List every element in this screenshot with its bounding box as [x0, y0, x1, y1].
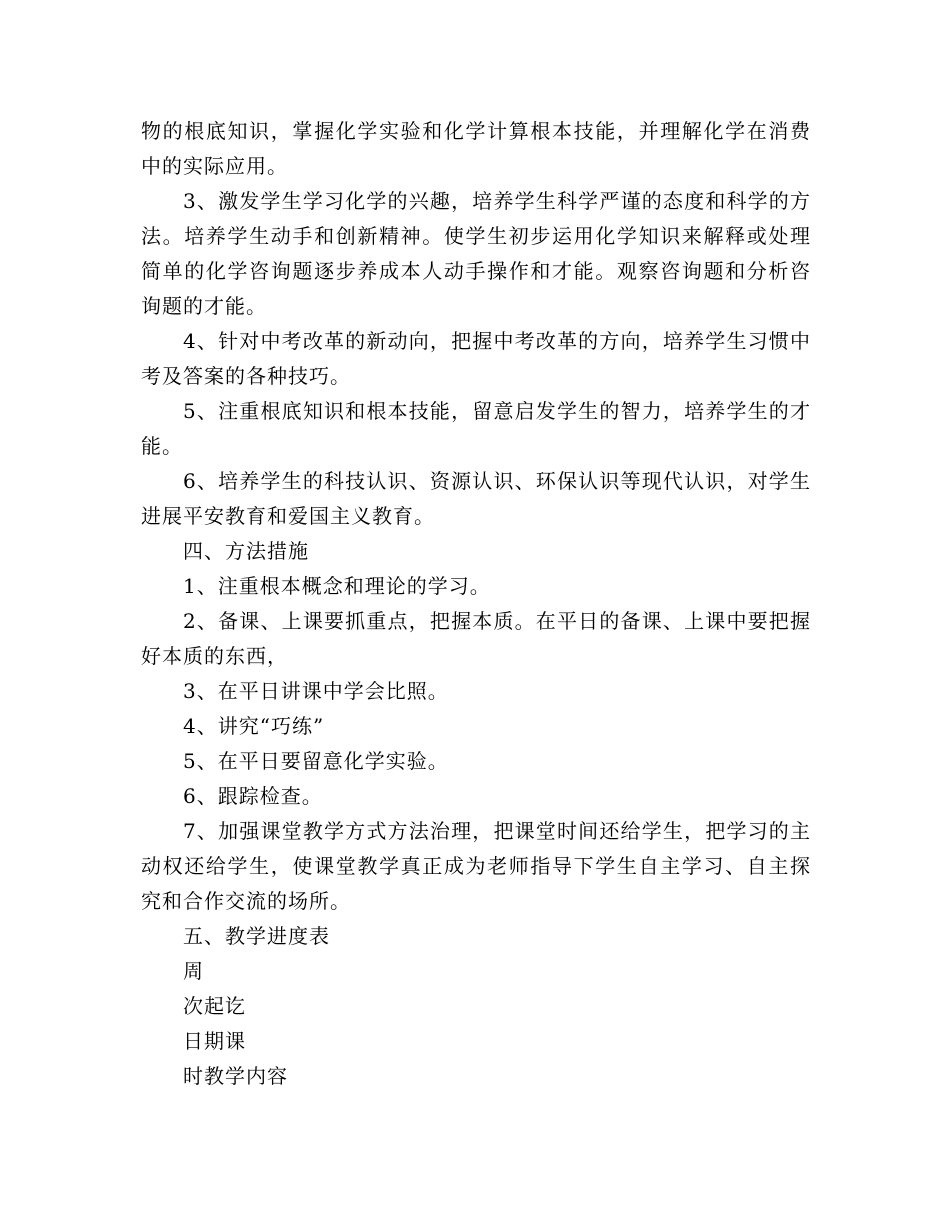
schedule-header-line-3: 日期课	[183, 1029, 246, 1053]
paragraph-method-2: 2、备课、上课要抓重点，把握本质。在平日的备课、上课中要把握好本质的东西，	[141, 609, 811, 668]
paragraph-continuation: 物的根底知识，掌握化学实验和化学计算根本技能，并理解化学在消费中的实际应用。	[141, 119, 811, 178]
document-body	[141, 114, 811, 1094]
paragraph-goal-6: 6、培养学生的科技认识、资源认识、环保认识等现代认识，对学生进展平安教育和爱国主义教育。	[141, 469, 811, 528]
section-heading-methods: 四、方法措施	[183, 539, 309, 563]
schedule-header-line-1: 周	[183, 959, 204, 983]
paragraph-method-6: 6、跟踪检查。	[183, 784, 323, 808]
paragraph-goal-5: 5、注重根底知识和根本技能，留意启发学生的智力，培养学生的才能。	[141, 399, 811, 458]
paragraph-method-3: 3、在平日讲课中学会比照。	[183, 679, 449, 703]
schedule-header-line-4: 时教学内容	[183, 1064, 288, 1088]
schedule-header-line-2: 次起讫	[183, 994, 246, 1018]
paragraph-goal-4: 4、针对中考改革的新动向，把握中考改革的方向，培养学生习惯中考及答案的各种技巧。	[141, 329, 811, 388]
paragraph-method-1: 1、注重根本概念和理论的学习。	[183, 574, 491, 598]
paragraph-method-5: 5、在平日要留意化学实验。	[183, 749, 449, 773]
section-heading-schedule: 五、教学进度表	[183, 924, 330, 948]
paragraph-method-7: 7、加强课堂教学方式方法治理，把课堂时间还给学生，把学习的主动权还给学生，使课堂教学真正成为老师指导下学生自主学习、自主探究和合作交流的场所。	[141, 819, 811, 913]
paragraph-goal-3: 3、激发学生学习化学的兴趣，培养学生科学严谨的态度和科学的方法。培养学生动手和创新精神。使学生初步运用化学知识来解释或处理简单的化学咨询题逐步养成本人动手操作和才能。观察咨询题和分析咨询题的才能。	[141, 189, 811, 318]
paragraph-method-4: 4、讲究“巧练”	[183, 714, 325, 738]
